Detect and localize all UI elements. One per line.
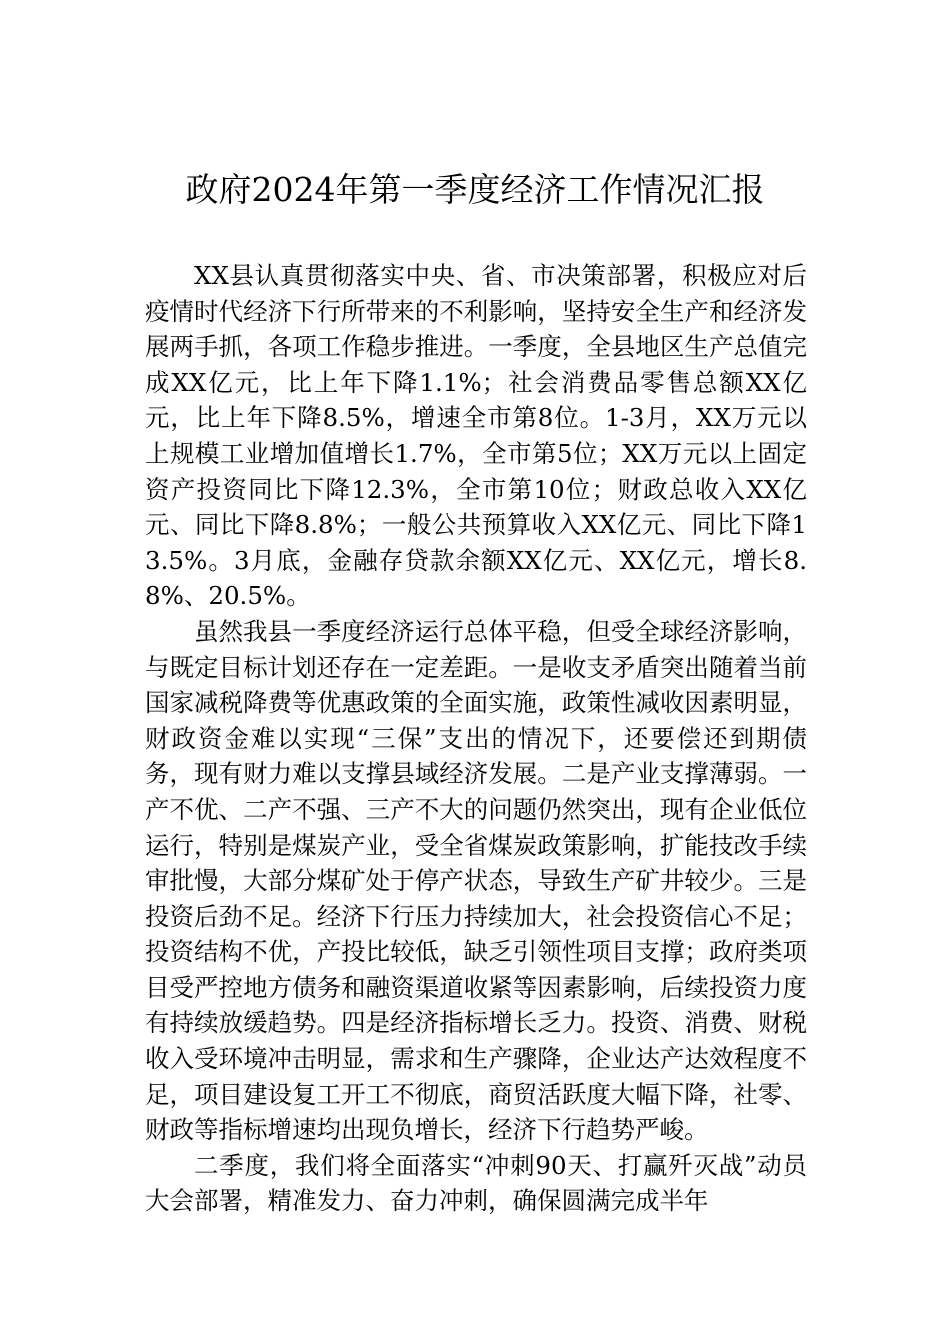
paragraph-plans: 二季度，我们将全面落实“冲刺90天、打赢歼灭战”动员大会部署，精准发力、奋力冲刺，确保圆满完成半年 (145, 1150, 807, 1216)
document-title: 政府2024年第一季度经济工作情况汇报 (185, 170, 765, 209)
paragraph-problems: 虽然我县一季度经济运行总体平稳，但受全球经济影响，与既定目标计划还存在一定差距。一是收支矛盾突出随着当前国家减税降费等优惠政策的全面实施，政策性减收因素明显，财政资金难以实现“三保”支出的情况下，还要偿还到期债务，现有财力难以支撑县域经济发展。二是产业支撑薄弱。一产不优、二产不强、三产不大的问题仍然突出，现有企业低位运行，特别是煤炭产业，受全省煤炭政策影响，扩能技改手续审批慢，大部分煤矿处于停产状态，导致生产矿井较少。三是投资后劲不足。经济下行压力持续加大，社会投资信心不足；投资结构不优，产投比较低，缺乏引领性项目支撑；政府类项目受严控地方债务和融资渠道收紧等因素影响，后续投资力度有持续放缓趋势。四是经济指标增长乏力。投资、消费、财税收入受环境冲击明显，需求和生产骤降，企业达产达效程度不足，项目建设复工开工不彻底，商贸活跃度大幅下降，社零、财政等指标增速均出现负增长，经济下行趋势严峻。 (145, 616, 807, 1145)
document-body (145, 258, 807, 1219)
paragraph-overview: XX县认真贯彻落实中央、省、市决策部署，积极应对后疫情时代经济下行所带来的不利影响，坚持安全生产和经济发展两手抓，各项工作稳步推进。一季度，全县地区生产总值完成XX亿元，比上年下降1.1%；社会消费品零售总额XX亿元，比上年下降8.5%，增速全市第8位。1-3月，XX万元以上规模工业增加值增长1.7%，全市第5位；XX万元以上固定资产投资同比下降12.3%，全市第10位；财政总收入XX亿元、同比下降8.8%；一般公共预算收入XX亿元、同比下降13.5%。3月底，金融存贷款余额XX亿元、XX亿元，增长8.8%、20.5%。 (145, 261, 807, 611)
